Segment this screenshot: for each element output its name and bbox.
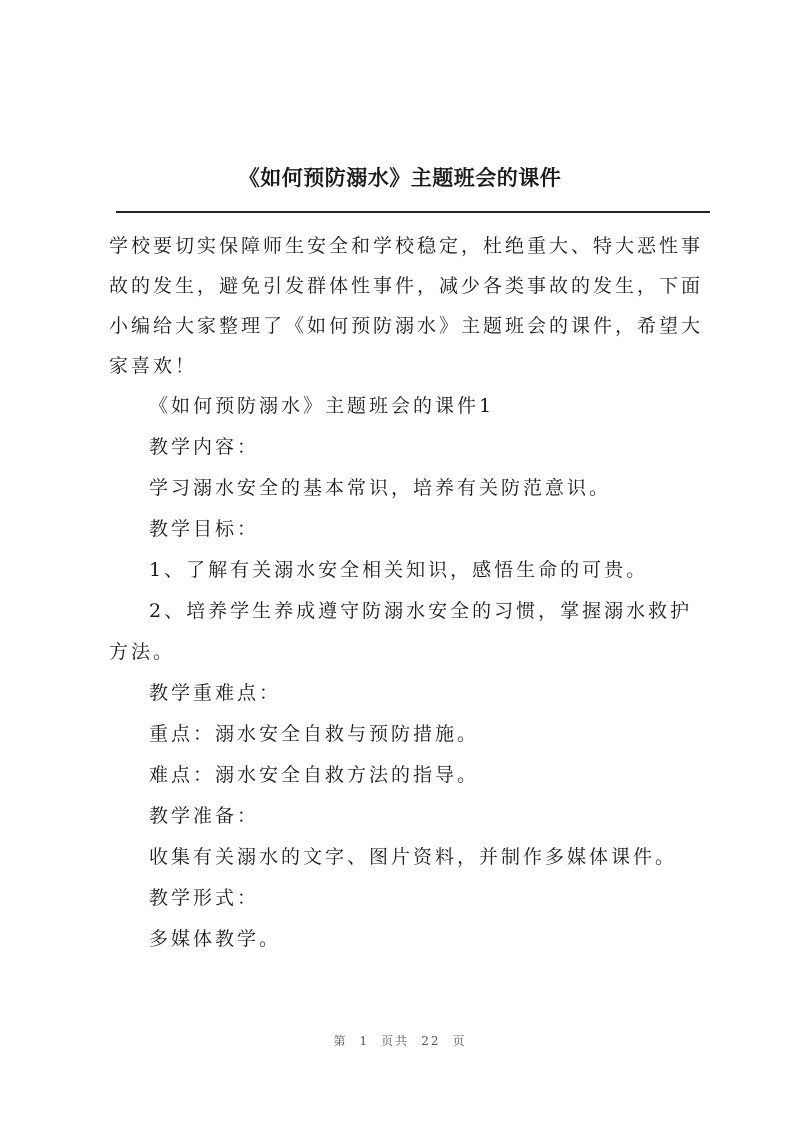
goal-item: 1、了解有关溺水安全相关知识，感悟生命的可贵。 [149, 559, 649, 581]
footer-prefix: 第 [333, 1034, 348, 1048]
paragraph: 难点：溺水安全自救方法的指导。 [149, 764, 480, 786]
subheading-preparation: 教学准备： [149, 805, 260, 827]
paragraph: 收集有关溺水的文字、图片资料，并制作多媒体课件。 [149, 846, 678, 868]
paragraph: 学习溺水安全的基本常识，培养有关防范意识。 [149, 477, 612, 499]
goal-item: 2、培养学生养成遵守防溺水安全的习惯，掌握溺水救护方法。 [109, 600, 693, 663]
footer-middle: 页共 [381, 1034, 410, 1048]
intro-paragraph: 学校要切实保障师生安全和学校稳定，杜绝重大、特大恶性事故的发生，避免引发群体性事件，减少各类事故的发生，下面小编给大家整理了《如何预防溺水》主题班会的课件，希望大家喜欢！ [109, 235, 704, 377]
document-title: 《如何预防溺水》主题班会的课件 [238, 166, 562, 190]
subheading-content: 教学内容： [149, 436, 260, 458]
footer-suffix: 页 [452, 1034, 467, 1048]
paragraph: 多媒体教学。 [149, 928, 282, 950]
section-heading: 《如何预防溺水》主题班会的课件1 [149, 395, 495, 417]
title-divider [116, 211, 710, 213]
document-body [109, 226, 709, 960]
paragraph: 重点：溺水安全自救与预防措施。 [149, 723, 480, 745]
subheading-format: 教学形式： [149, 887, 260, 909]
subheading-goals: 教学目标： [149, 518, 260, 540]
page-footer [0, 1032, 800, 1049]
subheading-key-points: 教学重难点： [149, 682, 282, 704]
page-number: 1 [359, 1034, 370, 1048]
page-total: 22 [421, 1034, 441, 1048]
